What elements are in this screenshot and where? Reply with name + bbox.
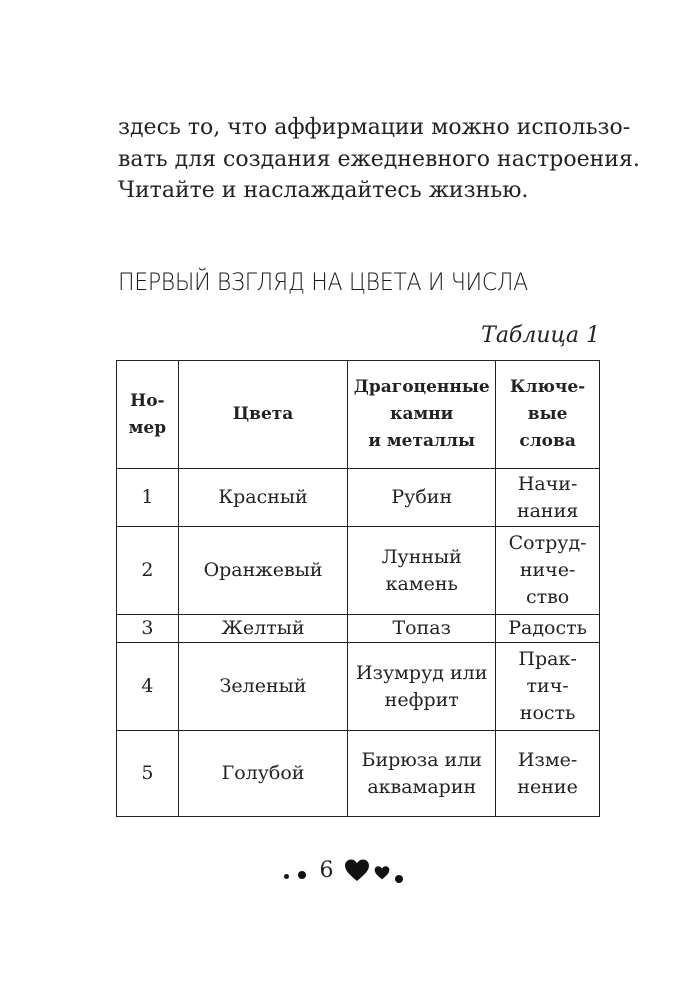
colors-numbers-table	[116, 360, 600, 817]
header-line: мер	[128, 417, 167, 438]
header-line: слова	[519, 431, 576, 451]
cell-stones	[348, 469, 496, 527]
page-footer	[0, 852, 686, 892]
dot-icon	[284, 874, 289, 879]
table-row	[117, 469, 600, 527]
cell-number: 3	[117, 615, 179, 643]
cell-line: Топаз	[392, 617, 451, 639]
cell-color	[178, 469, 348, 527]
table-caption: Таблица 1	[481, 323, 600, 348]
cell-keywords	[496, 615, 600, 643]
heart-icon	[344, 859, 370, 886]
cell-stones	[348, 643, 496, 731]
cell-stones	[348, 731, 496, 817]
header-line: Но-	[130, 390, 165, 411]
cell-number: 4	[117, 643, 179, 731]
cell-color	[178, 643, 348, 731]
cell-number: 1	[117, 469, 179, 527]
cell-keywords	[496, 731, 600, 817]
cell-line: аквамарин	[367, 775, 477, 798]
dot-icon	[298, 871, 306, 879]
header-stones	[348, 361, 496, 469]
cell-line: Сотруд-	[508, 532, 587, 554]
cell-stones	[348, 527, 496, 615]
cell-line: Зеленый	[219, 675, 307, 697]
cell-line: Оранжевый	[203, 559, 323, 581]
section-heading: ПЕРВЫЙ ВЗГЛЯД НА ЦВЕТА И ЧИСЛА	[118, 268, 528, 296]
header-line: и металлы	[368, 431, 476, 451]
cell-line: ниче-	[519, 559, 576, 581]
cell-line: Рубин	[391, 486, 453, 508]
cell-keywords	[496, 527, 600, 615]
cell-line: нания	[516, 499, 579, 522]
cell-color	[178, 615, 348, 643]
cell-line: Красный	[218, 486, 308, 508]
cell-number: 5	[117, 731, 179, 817]
cell-stones	[348, 615, 496, 643]
paragraph-line: вать для создания ежедневного настроения.	[118, 146, 640, 172]
cell-line: камень	[385, 572, 458, 595]
table-row	[117, 731, 600, 817]
cell-line: Начи-	[517, 472, 578, 495]
cell-number: 2	[117, 527, 179, 615]
dot-icon	[395, 875, 403, 883]
heart-icon	[374, 865, 390, 884]
cell-line: Лунный	[381, 545, 462, 568]
cell-line: ство	[525, 586, 570, 608]
cell-keywords	[496, 643, 600, 731]
cell-color	[178, 731, 348, 817]
cell-line: Бирюза или	[361, 748, 482, 771]
paragraph-line: здесь то, что аффирмации можно использо-	[118, 115, 631, 140]
cell-color	[178, 527, 348, 615]
header-line: камни	[390, 404, 454, 424]
header-keywords	[496, 361, 600, 469]
table-header-row	[117, 361, 600, 469]
page-number: 6	[319, 857, 334, 883]
cell-line: ность	[519, 702, 576, 724]
header-line: Цвета	[232, 404, 294, 424]
cell-line: Голубой	[221, 762, 305, 784]
body-paragraph	[118, 112, 640, 207]
cell-line: Изме-	[517, 748, 578, 771]
cell-line: Изумруд или	[356, 661, 488, 684]
cell-keywords	[496, 469, 600, 527]
cell-line: Прак-	[518, 648, 577, 670]
header-line: вые	[527, 404, 568, 424]
cell-line: Радость	[508, 617, 587, 639]
table-row	[117, 615, 600, 643]
header-line: Драгоценные	[353, 377, 490, 397]
cell-line: тич-	[526, 675, 569, 697]
header-line: Ключе-	[510, 377, 586, 397]
cell-line: нение	[517, 775, 578, 798]
paragraph-line: Читайте и наслаждайтесь жизнью.	[118, 178, 529, 203]
header-colors	[178, 361, 348, 469]
cell-line: Желтый	[221, 617, 305, 639]
table-row	[117, 643, 600, 731]
cell-line: нефрит	[384, 688, 459, 711]
header-number	[117, 361, 179, 469]
table-row	[117, 527, 600, 615]
